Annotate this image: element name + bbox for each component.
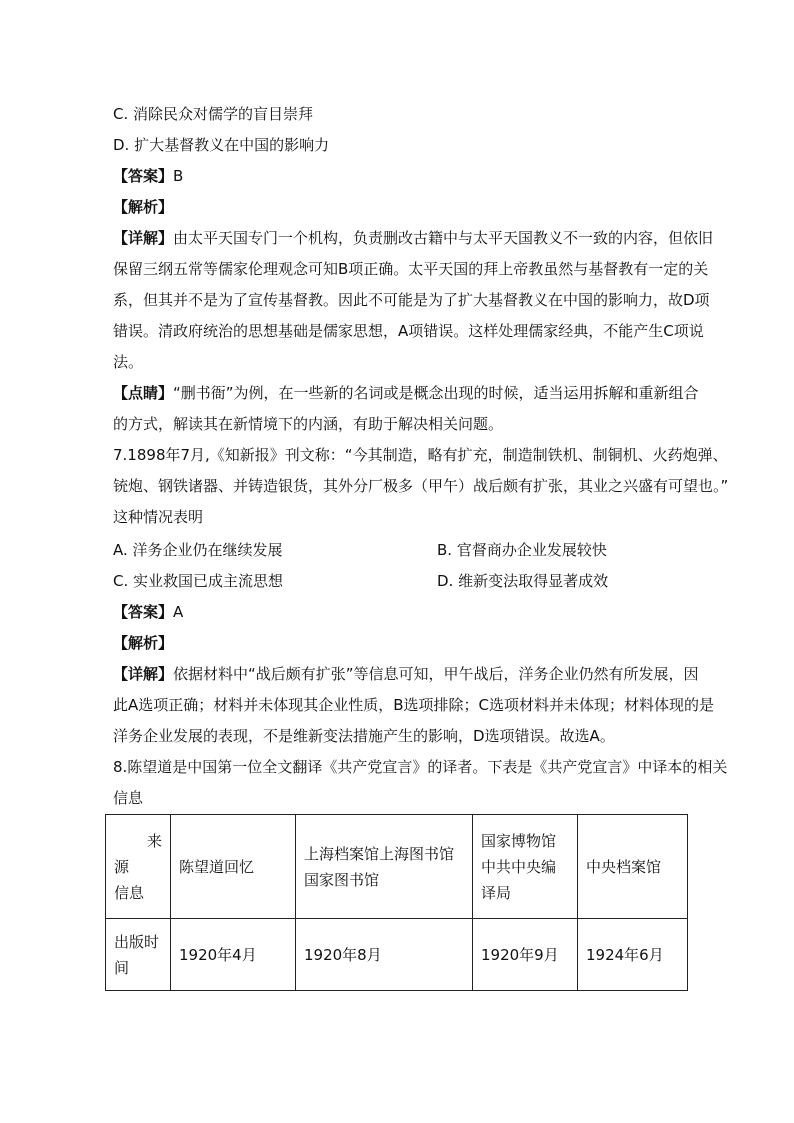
table-corner-cell: 来 源 信息 [106, 815, 171, 919]
detail-tag: 【详解】 [113, 665, 174, 683]
q7-option-d: D. 维新变法取得显著成效 [437, 572, 609, 590]
q7-detail-line: 洋务企业发展的表现，不是维新变法措施产生的影响，D选项错误。故选A。 [113, 727, 615, 745]
table-cell: 上海档案馆上海图书馆国家图书馆 [296, 815, 473, 919]
table-cell: 1920年9月 [473, 919, 578, 991]
q7-option-c: C. 实业救国已成主流思想 [113, 572, 284, 590]
q8-stem-line: 信息 [113, 789, 144, 807]
translation-info-table [105, 814, 688, 991]
detail-tag: 【详解】 [113, 229, 174, 247]
table-cell: 1924年6月 [578, 919, 688, 991]
q6-detail-line: 系，但其并不是为了宣传基督教。因此不可能是为了扩大基督教义在中国的影响力，故D项 [113, 291, 710, 309]
q6-detail-line: 【详解】由太平天国专门一个机构，负责删改古籍中与太平天国教义不一致的内容，但依旧 [113, 229, 714, 247]
answer-value: A [173, 603, 184, 621]
q7-option-a: A. 洋务企业仍在继续发展 [113, 541, 283, 559]
table-cell: 陈望道回忆 [171, 815, 296, 919]
q6-analysis-tag: 【解析】 [113, 198, 174, 216]
table-row [106, 919, 688, 991]
table-row [106, 815, 688, 919]
q6-detail-line: 法。 [113, 353, 144, 371]
q7-stem-line: 铳炮、钢铁诸器、并铸造银货，其外分厂极多（甲午）战后颇有扩张，其业之兴盛有可望也。” [113, 477, 729, 495]
q6-option-c: C. 消除民众对儒学的盲目崇拜 [113, 105, 314, 123]
q6-option-d: D. 扩大基督教义在中国的影响力 [113, 136, 330, 154]
answer-value: B [173, 167, 184, 185]
table-cell: 国家博物馆中共中央编译局 [473, 815, 578, 919]
q6-answer [113, 166, 183, 186]
answer-tag: 【答案】 [113, 167, 174, 185]
q6-point-line: 的方式，解读其在新情境下的内涵，有助于解决相关问题。 [113, 415, 504, 433]
table-cell: 1920年4月 [171, 919, 296, 991]
q7-answer [113, 602, 183, 622]
q6-point-line: 【点睛】“删书衙”为例，在一些新的名词或是概念出现的时候，适当运用拆解和重新组合 [113, 384, 699, 402]
q7-stem-line: 7.1898年7月,《知新报》刊文称：“今其制造，略有扩充，制造制铁机、制铜机、火药炮弹、 [113, 446, 728, 464]
q6-detail-line: 错误。清政府统治的思想基础是儒家思想，A项错误。这样处理儒家经典，不能产生C项说 [113, 322, 704, 340]
q7-option-b: B. 官督商办企业发展较快 [437, 541, 607, 559]
table-cell: 1920年8月 [296, 919, 473, 991]
q6-detail-line: 保留三纲五常等儒家伦理观念可知B项正确。太平天国的拜上帝教虽然与基督教有一定的关 [113, 260, 709, 278]
q7-analysis-tag: 【解析】 [113, 634, 174, 652]
q8-stem-line: 8.陈望道是中国第一位全文翻译《共产党宣言》的译者。下表是《共产党宣言》中译本的相关 [113, 758, 728, 776]
answer-tag: 【答案】 [113, 603, 174, 621]
table-row-label: 出版时间 [106, 919, 171, 991]
point-tag: 【点睛】 [113, 384, 174, 402]
table-cell: 中央档案馆 [578, 815, 688, 919]
q7-detail-line: 此A选项正确；材料并未体现其企业性质，B选项排除；C选项材料并未体现；材料体现的是 [113, 696, 715, 714]
q7-stem-line: 这种情况表明 [113, 508, 204, 526]
q7-detail-line: 【详解】依据材料中“战后颇有扩张”等信息可知，甲午战后，洋务企业仍然有所发展，因 [113, 665, 699, 683]
